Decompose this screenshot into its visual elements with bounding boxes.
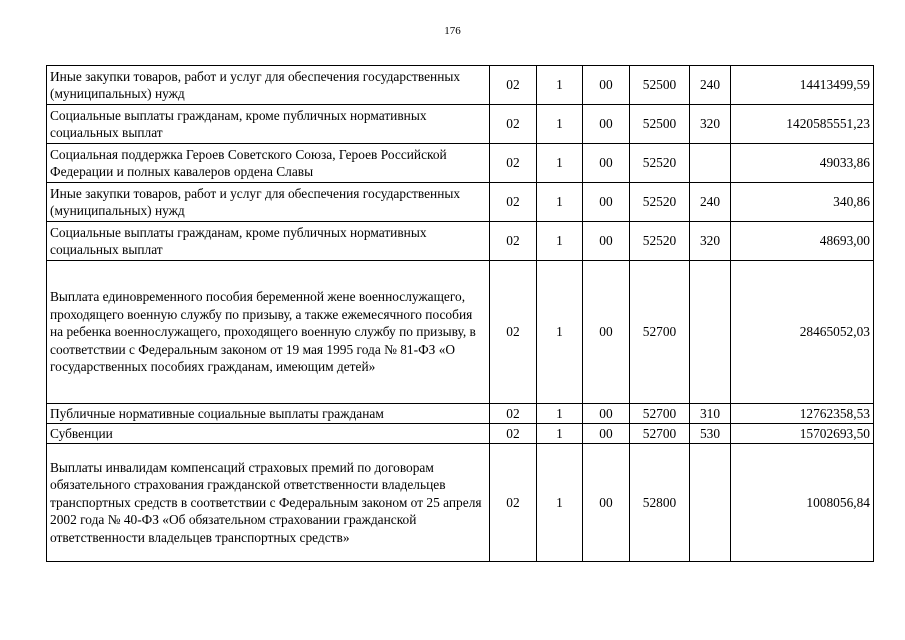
row-code: 52500 bbox=[630, 105, 690, 144]
table-row bbox=[47, 183, 874, 222]
row-chapter: 02 bbox=[490, 444, 537, 562]
row-code: 52700 bbox=[630, 404, 690, 424]
row-subprogram: 1 bbox=[537, 105, 583, 144]
row-expense-type: 310 bbox=[690, 404, 731, 424]
row-name: Выплаты инвалидам компенсаций страховых премий по договорам обязательного страхования гражданской ответственности владельцев транспортных средств в соответствии с Федеральным законом от 25 апреля 2002 года № 40-ФЗ «Об обязательном страховании гражданской ответственности владельцев транспортных средств» bbox=[47, 444, 490, 562]
row-chapter: 02 bbox=[490, 261, 537, 404]
row-subprogram: 1 bbox=[537, 66, 583, 105]
row-measure: 00 bbox=[583, 105, 630, 144]
table-row bbox=[47, 404, 874, 424]
row-chapter: 02 bbox=[490, 424, 537, 444]
row-measure: 00 bbox=[583, 144, 630, 183]
row-amount: 340,86 bbox=[731, 183, 874, 222]
row-code: 52700 bbox=[630, 261, 690, 404]
row-amount: 12762358,53 bbox=[731, 404, 874, 424]
table-row bbox=[47, 66, 874, 105]
budget-table bbox=[46, 65, 874, 562]
row-subprogram: 1 bbox=[537, 222, 583, 261]
page-number: 176 bbox=[444, 25, 461, 37]
row-code: 52520 bbox=[630, 222, 690, 261]
row-chapter: 02 bbox=[490, 144, 537, 183]
row-chapter: 02 bbox=[490, 183, 537, 222]
row-subprogram: 1 bbox=[537, 261, 583, 404]
row-expense-type: 240 bbox=[690, 183, 731, 222]
row-measure: 00 bbox=[583, 424, 630, 444]
row-expense-type: 530 bbox=[690, 424, 731, 444]
row-expense-type bbox=[690, 444, 731, 562]
row-code: 52520 bbox=[630, 144, 690, 183]
row-measure: 00 bbox=[583, 183, 630, 222]
table-row bbox=[47, 222, 874, 261]
row-amount: 49033,86 bbox=[731, 144, 874, 183]
row-expense-type: 320 bbox=[690, 222, 731, 261]
row-name: Социальные выплаты гражданам, кроме публичных нормативных социальных выплат bbox=[47, 222, 490, 261]
row-name: Субвенции bbox=[47, 424, 490, 444]
row-code: 52700 bbox=[630, 424, 690, 444]
row-code: 52500 bbox=[630, 66, 690, 105]
row-subprogram: 1 bbox=[537, 424, 583, 444]
row-measure: 00 bbox=[583, 404, 630, 424]
row-amount: 48693,00 bbox=[731, 222, 874, 261]
row-measure: 00 bbox=[583, 444, 630, 562]
row-name: Публичные нормативные социальные выплаты гражданам bbox=[47, 404, 490, 424]
row-amount: 28465052,03 bbox=[731, 261, 874, 404]
row-chapter: 02 bbox=[490, 404, 537, 424]
row-code: 52800 bbox=[630, 444, 690, 562]
row-name: Социальная поддержка Героев Советского Союза, Героев Российской Федерации и полных кавалеров ордена Славы bbox=[47, 144, 490, 183]
row-name: Социальные выплаты гражданам, кроме публичных нормативных социальных выплат bbox=[47, 105, 490, 144]
row-measure: 00 bbox=[583, 66, 630, 105]
row-expense-type: 240 bbox=[690, 66, 731, 105]
row-name: Иные закупки товаров, работ и услуг для обеспечения государственных (муниципальных) нужд bbox=[47, 183, 490, 222]
row-chapter: 02 bbox=[490, 105, 537, 144]
row-measure: 00 bbox=[583, 261, 630, 404]
row-code: 52520 bbox=[630, 183, 690, 222]
row-subprogram: 1 bbox=[537, 183, 583, 222]
row-subprogram: 1 bbox=[537, 444, 583, 562]
table-row bbox=[47, 424, 874, 444]
table-row bbox=[47, 261, 874, 404]
row-amount: 1008056,84 bbox=[731, 444, 874, 562]
row-amount: 14413499,59 bbox=[731, 66, 874, 105]
table-row bbox=[47, 105, 874, 144]
row-measure: 00 bbox=[583, 222, 630, 261]
row-amount: 1420585551,23 bbox=[731, 105, 874, 144]
row-amount: 15702693,50 bbox=[731, 424, 874, 444]
row-subprogram: 1 bbox=[537, 404, 583, 424]
table-row bbox=[47, 144, 874, 183]
row-chapter: 02 bbox=[490, 222, 537, 261]
row-name: Иные закупки товаров, работ и услуг для обеспечения государственных (муниципальных) нужд bbox=[47, 66, 490, 105]
row-chapter: 02 bbox=[490, 66, 537, 105]
row-subprogram: 1 bbox=[537, 144, 583, 183]
row-name: Выплата единовременного пособия беременной жене военнослужащего, проходящего военную службу по призыву, а также ежемесячного пособия на ребенка военнослужащего, проходящего военную службу по призыву, в соответствии с Федеральным законом от 19 мая 1995 года № 81-ФЗ «О государственных пособиях гражданам, имеющим детей» bbox=[47, 261, 490, 404]
table-row bbox=[47, 444, 874, 562]
row-expense-type bbox=[690, 261, 731, 404]
row-expense-type: 320 bbox=[690, 105, 731, 144]
row-expense-type bbox=[690, 144, 731, 183]
